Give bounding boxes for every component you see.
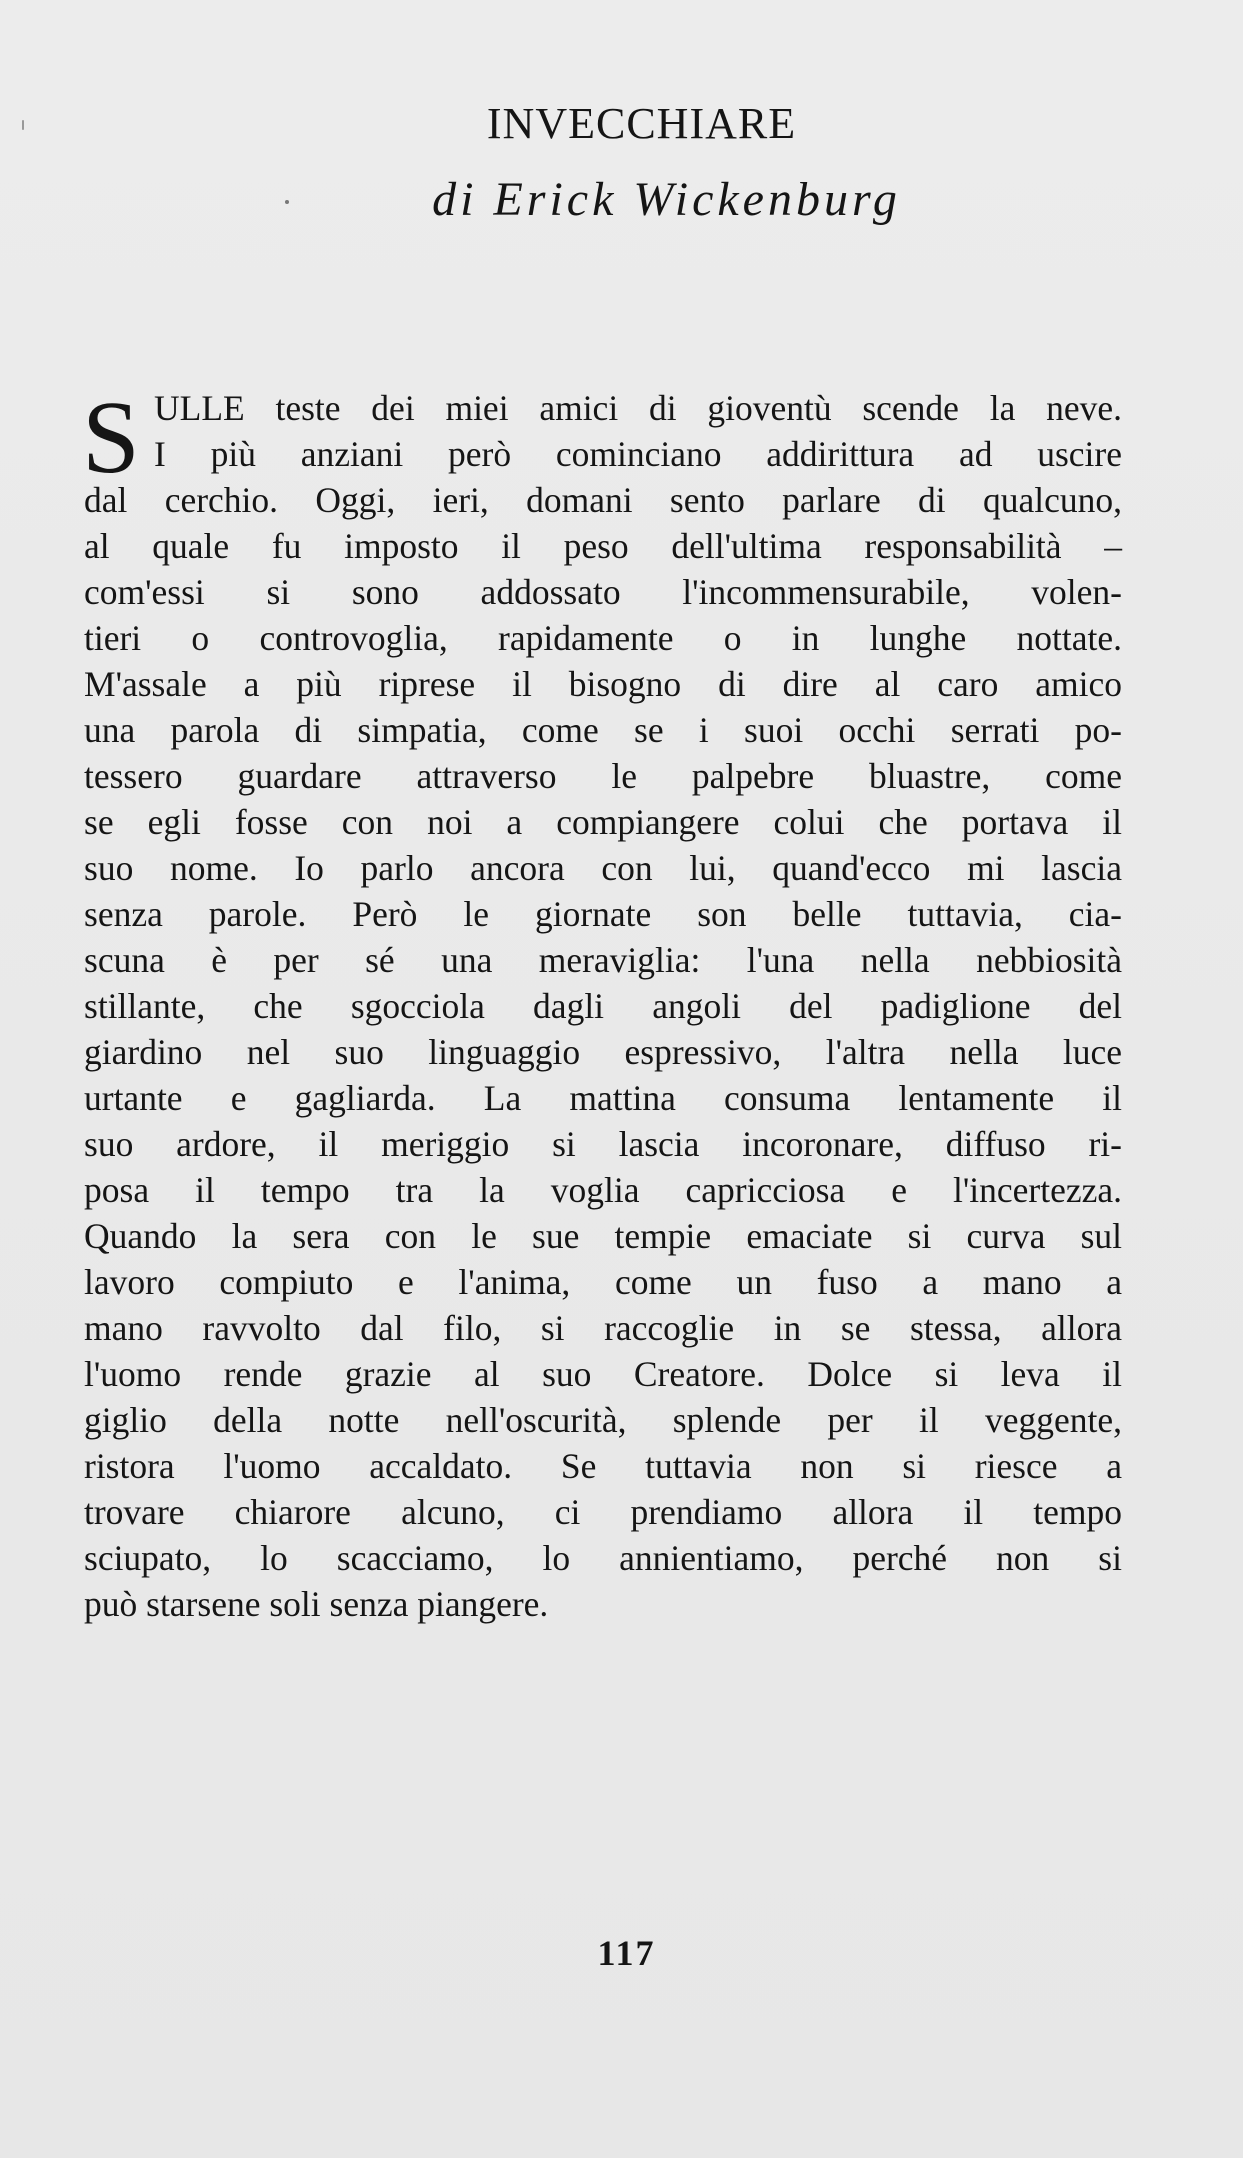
text-line: senza parole. Però le giornate son belle tuttavia, cia-	[84, 894, 1122, 934]
text-line: giardino nel suo linguaggio espressivo, l'altra nella luce	[84, 1032, 1122, 1072]
author-byline: di Erick Wickenburg	[432, 173, 901, 226]
text-line-last: può starsene soli senza piangere.	[84, 1584, 549, 1624]
text-line: al quale fu imposto il peso dell'ultima responsabilità –	[84, 526, 1122, 566]
text-line: posa il tempo tra la voglia capricciosa e l'incertezza.	[84, 1170, 1122, 1210]
text-line: dal cerchio. Oggi, ieri, domani sento parlare di qualcuno,	[84, 480, 1122, 520]
text-line: M'assale a più riprese il bisogno di dire al caro amico	[84, 664, 1122, 704]
page-number: 117	[597, 1933, 656, 1973]
text-line: se egli fosse con noi a compiangere colui che portava il	[84, 802, 1122, 842]
page-title: INVECCHIARE	[486, 99, 797, 148]
text-line: trovare chiarore alcuno, ci prendiamo allora il tempo	[84, 1492, 1122, 1532]
text-line: suo ardore, il meriggio si lascia incoronare, diffuso ri-	[84, 1124, 1122, 1164]
drop-cap: S	[82, 380, 140, 495]
first-word-rest: ULLE	[154, 388, 245, 428]
text-line: giglio della notte nell'oscurità, splende per il veggente,	[84, 1400, 1122, 1440]
text-line	[154, 384, 1122, 432]
text-line-rest: teste dei miei amici di gioventù scende la neve.	[244, 388, 1122, 428]
text-line: una parola di simpatia, come se i suoi occhi serrati po-	[84, 710, 1122, 750]
paper-speck	[22, 120, 24, 130]
text-line: ristora l'uomo accaldato. Se tuttavia non si riesce a	[84, 1446, 1122, 1486]
text-line: sciupato, lo scacciamo, lo annientiamo, perché non si	[84, 1538, 1122, 1578]
text-line: com'essi si sono addossato l'incommensurabile, volen-	[84, 572, 1122, 612]
text-line: tessero guardare attraverso le palpebre bluastre, come	[84, 756, 1122, 796]
text-line: I più anziani però cominciano addirittura ad uscire	[154, 434, 1122, 474]
text-line: scuna è per sé una meraviglia: l'una nella nebbiosità	[84, 940, 1122, 980]
text-line: mano ravvolto dal filo, si raccoglie in se stessa, allora	[84, 1308, 1122, 1348]
text-line: Quando la sera con le sue tempie emaciate si curva sul	[84, 1216, 1122, 1256]
text-line: l'uomo rende grazie al suo Creatore. Dolce si leva il	[84, 1354, 1122, 1394]
text-line: tieri o controvoglia, rapidamente o in lunghe nottate.	[84, 618, 1122, 658]
text-line: stillante, che sgocciola dagli angoli del padiglione del	[84, 986, 1122, 1026]
text-line: suo nome. Io parlo ancora con lui, quand'ecco mi lascia	[84, 848, 1122, 888]
text-line: lavoro compiuto e l'anima, come un fuso a mano a	[84, 1262, 1122, 1302]
text-line: urtante e gagliarda. La mattina consuma lentamente il	[84, 1078, 1122, 1118]
paper-speck	[285, 200, 289, 204]
